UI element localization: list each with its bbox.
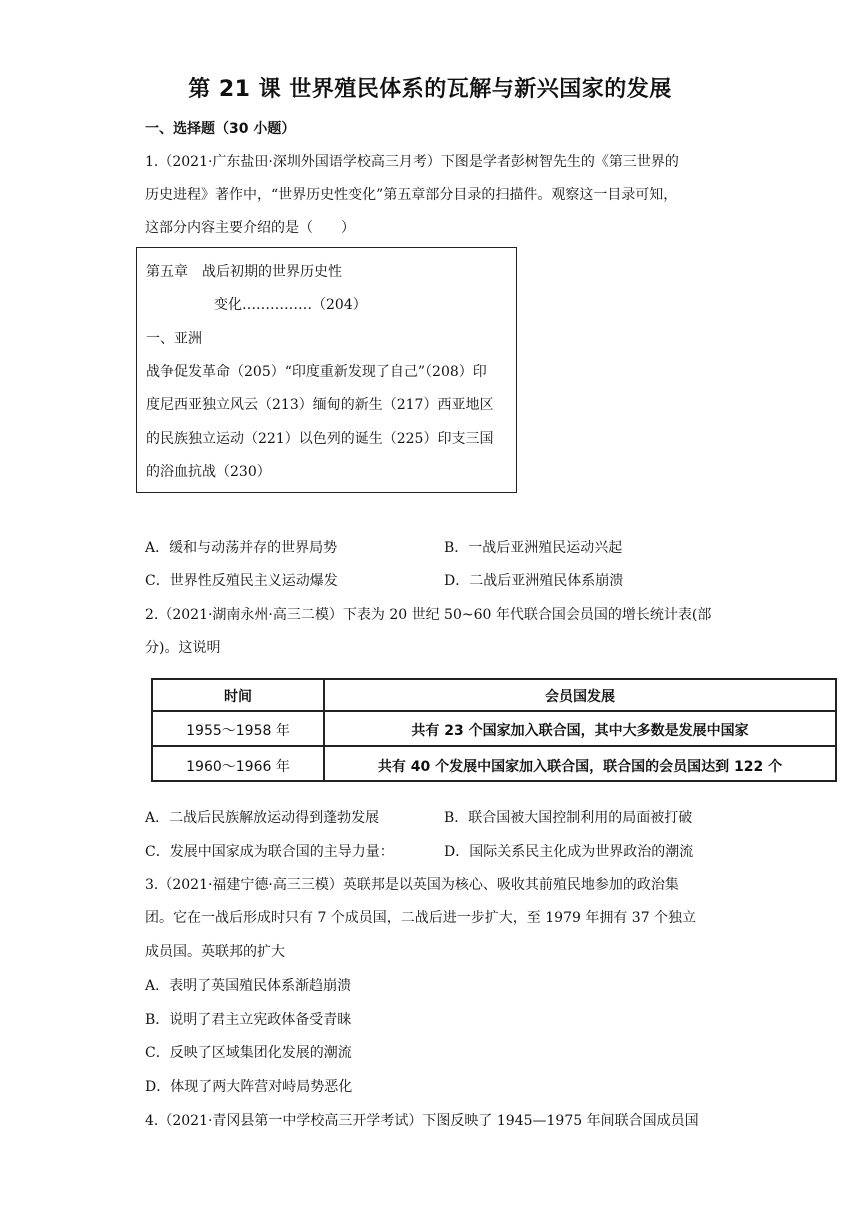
- q2-option-a: A．二战后民族解放运动得到蓬勃发展: [145, 810, 380, 826]
- q2-option-d: D．国际关系民主化成为世界政治的潮流: [444, 844, 694, 860]
- q2-option-b: B．联合国被大国控制利用的局面被打破: [444, 810, 693, 826]
- q3-option-d: D．体现了两大阵营对峙局势恶化: [145, 1079, 353, 1095]
- q1-line-1: 1.（2021·广东盐田·深圳外国语学校高三月考）下图是学者彭树智先生的《第三世界的: [145, 154, 679, 170]
- q1-line-2: 历史进程》著作中，“世界历史性变化”第五章部分目录的扫描件。观察这一目录可知，: [145, 187, 678, 203]
- section-heading: 一、选择题（30 小题）: [145, 121, 296, 137]
- q3-line-2: 团。它在一战后形成时只有 7 个成员国，二战后进一步扩大，至 1979 年拥有 37 个独立: [145, 910, 697, 926]
- q3-option-c: C．反映了区域集团化发展的潮流: [145, 1045, 352, 1061]
- toc-chapter-cont: 变化……………（204）: [214, 297, 367, 313]
- q1-option-c: C．世界性反殖民主义运动爆发: [145, 573, 338, 589]
- toc-entry-3: 的民族独立运动（221）以色列的诞生（225）印支三国: [146, 431, 494, 447]
- q3-line-1: 3.（2021·福建宁德·高三三模）英联邦是以英国为核心、吸收其前殖民地参加的政治集: [145, 877, 679, 893]
- row2-time: 1960～1966 年: [186, 759, 290, 775]
- table-divider-1: [153, 710, 835, 712]
- q1-option-d: D．二战后亚洲殖民体系崩溃: [444, 573, 624, 589]
- table-divider-2: [153, 745, 835, 747]
- toc-entry-4: 的浴血抗战（230）: [146, 464, 271, 480]
- q1-option-a: A．缓和与动荡并存的世界局势: [145, 540, 338, 556]
- page-title: 第 21 课 世界殖民体系的瓦解与新兴国家的发展: [188, 77, 672, 102]
- header-time: 时间: [224, 689, 252, 705]
- q2-line-2: 分)。这说明: [145, 640, 221, 656]
- row1-time: 1955～1958 年: [186, 723, 290, 739]
- toc-entry-1: 战争促发革命（205）“印度重新发现了自己”（208）印: [146, 364, 487, 380]
- row2-members: 共有 40 个发展中国家加入联合国，联合国的会员国达到 122 个: [377, 759, 783, 775]
- toc-section: 一、亚洲: [146, 331, 202, 347]
- q3-option-b: B．说明了君主立宪政体备受青睐: [145, 1012, 352, 1028]
- q3-option-a: A．表明了英国殖民体系渐趋崩溃: [145, 978, 352, 994]
- toc-chapter: 第五章 战后初期的世界历史性: [146, 264, 342, 280]
- toc-entry-2: 度尼西亚独立风云（213）缅甸的新生（217）西亚地区: [146, 397, 494, 413]
- q1-line-3: 这部分内容主要介绍的是（ ）: [145, 220, 355, 236]
- q2-option-c: C．发展中国家成为联合国的主导力量：: [145, 844, 394, 860]
- q3-line-3: 成员国。英联邦的扩大: [145, 944, 285, 960]
- row1-members: 共有 23 个国家加入联合国，其中大多数是发展中国家: [411, 723, 749, 739]
- header-members: 会员国发展: [545, 689, 615, 705]
- q4-line-1: 4.（2021·青冈县第一中学校高三开学考试）下图反映了 1945—1975 年间联合国成员国: [145, 1113, 699, 1129]
- toc-scan-box: [136, 247, 517, 493]
- q1-option-b: B．一战后亚洲殖民运动兴起: [444, 540, 623, 556]
- membership-table: [151, 678, 837, 782]
- q2-line-1: 2.（2021·湖南永州·高三二模）下表为 20 世纪 50~60 年代联合国会员国的增长统计表(部: [145, 607, 712, 623]
